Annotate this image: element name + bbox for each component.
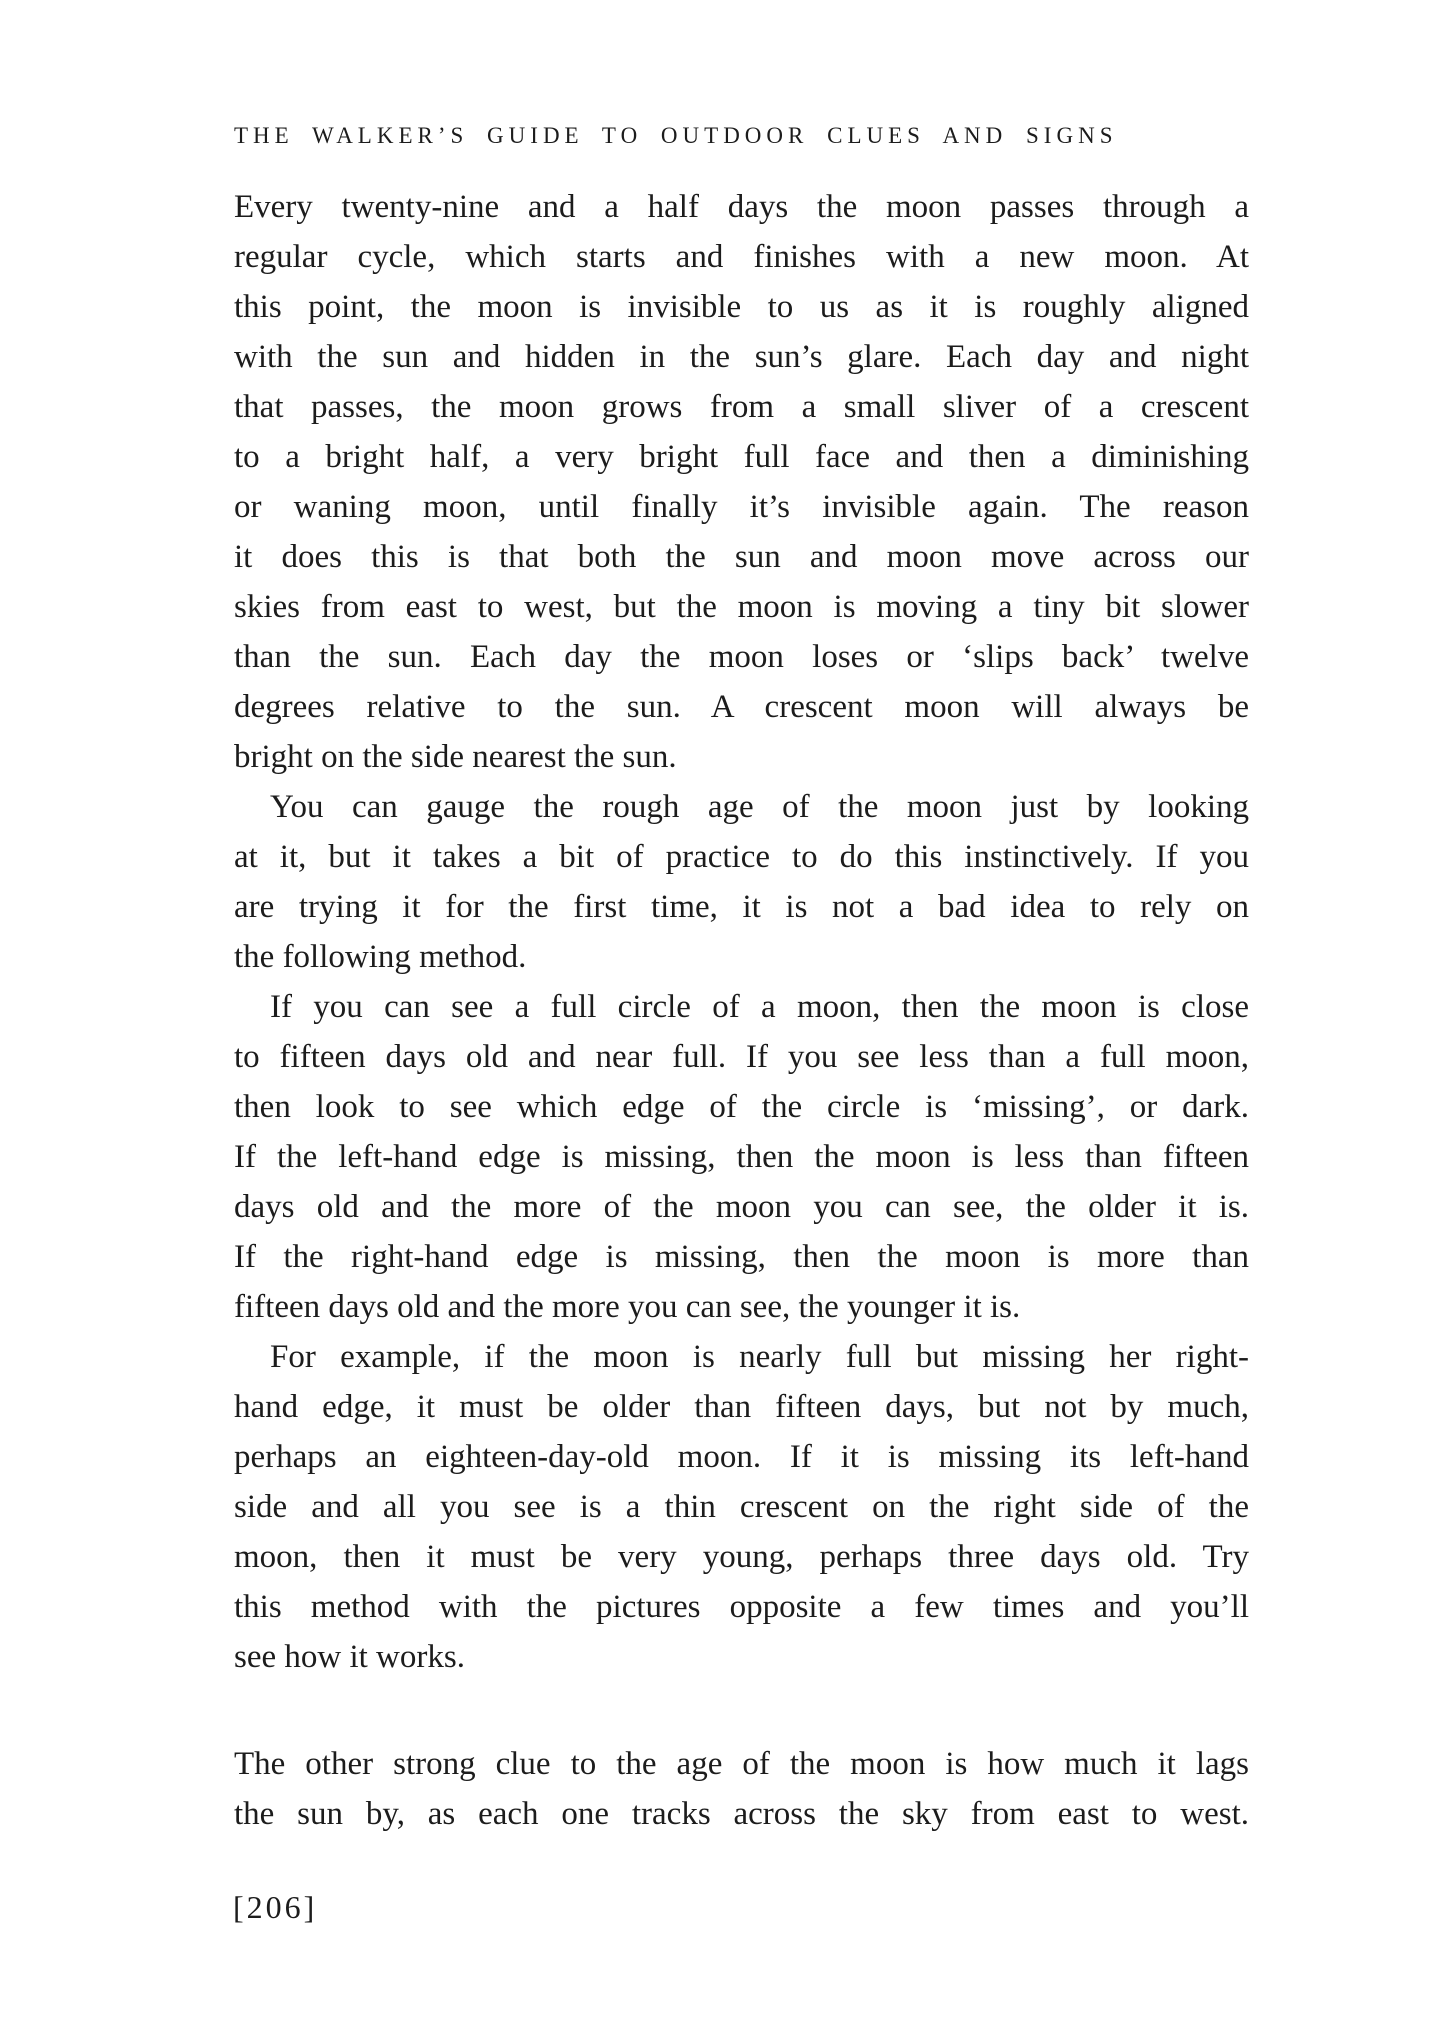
body-text-line: this method with the pictures opposite a few times and you’ll (234, 1589, 1249, 1625)
body-text-line: perhaps an eighteen-day-old moon. If it is missing its left-hand (234, 1439, 1249, 1475)
body-text-line: If you can see a full circle of a moon, then the moon is close (270, 989, 1249, 1025)
body-text-line: with the sun and hidden in the sun’s glare. Each day and night (234, 339, 1249, 375)
running-header: THE WALKER’S GUIDE TO OUTDOOR CLUES AND SIGNS (234, 123, 1118, 148)
body-text-line: that passes, the moon grows from a small sliver of a crescent (234, 389, 1249, 425)
body-text-line: degrees relative to the sun. A crescent moon will always be (234, 689, 1249, 725)
body-text-line: the sun by, as each one tracks across the sky from east to west. (234, 1796, 1249, 1832)
body-text-line: side and all you see is a thin crescent on the right side of the (234, 1489, 1249, 1525)
body-text-line: than the sun. Each day the moon loses or ‘slips back’ twelve (234, 639, 1249, 675)
body-text-line: this point, the moon is invisible to us as it is roughly aligned (234, 289, 1249, 325)
body-text-line: moon, then it must be very young, perhaps three days old. Try (234, 1539, 1249, 1575)
body-text-line: hand edge, it must be older than fifteen days, but not by much, (234, 1389, 1249, 1425)
body-text-line: days old and the more of the moon you can see, the older it is. (234, 1189, 1249, 1225)
body-text-line: the following method. (234, 939, 527, 975)
body-text-line: If the left-hand edge is missing, then the moon is less than fifteen (234, 1139, 1249, 1175)
body-text-line: are trying it for the first time, it is not a bad idea to rely on (234, 889, 1249, 925)
paragraph (234, 182, 1249, 782)
body-text-line: regular cycle, which starts and finishes with a new moon. At (234, 239, 1249, 275)
body-text-line: If the right-hand edge is missing, then the moon is more than (234, 1239, 1249, 1275)
body-text (234, 182, 1249, 1839)
body-text-line: to a bright half, a very bright full face and then a diminishing (234, 439, 1249, 475)
paragraph (234, 982, 1249, 1332)
paragraph (234, 1332, 1249, 1682)
body-text-line: it does this is that both the sun and moon move across our (234, 539, 1249, 575)
body-text-line: then look to see which edge of the circle is ‘missing’, or dark. (234, 1089, 1249, 1125)
body-text-line: or waning moon, until finally it’s invisible again. The reason (234, 489, 1249, 525)
body-text-line: at it, but it takes a bit of practice to do this instinctively. If you (234, 839, 1249, 875)
body-text-line: see how it works. (234, 1639, 465, 1675)
paragraph (234, 782, 1249, 982)
paragraph (234, 1739, 1249, 1839)
body-text-line: Every twenty-nine and a half days the moon passes through a (234, 189, 1249, 225)
body-text-line: For example, if the moon is nearly full but missing her right- (270, 1339, 1249, 1375)
body-text-line: fifteen days old and the more you can see, the younger it is. (234, 1289, 1021, 1325)
body-text-line: skies from east to west, but the moon is moving a tiny bit slower (234, 589, 1249, 625)
body-text-line: The other strong clue to the age of the moon is how much it lags (234, 1746, 1249, 1782)
body-text-line: You can gauge the rough age of the moon just by looking (270, 789, 1249, 825)
page-number: [206] (233, 1889, 318, 1925)
body-text-line: to fifteen days old and near full. If you see less than a full moon, (234, 1039, 1249, 1075)
body-text-line: bright on the side nearest the sun. (234, 739, 677, 775)
